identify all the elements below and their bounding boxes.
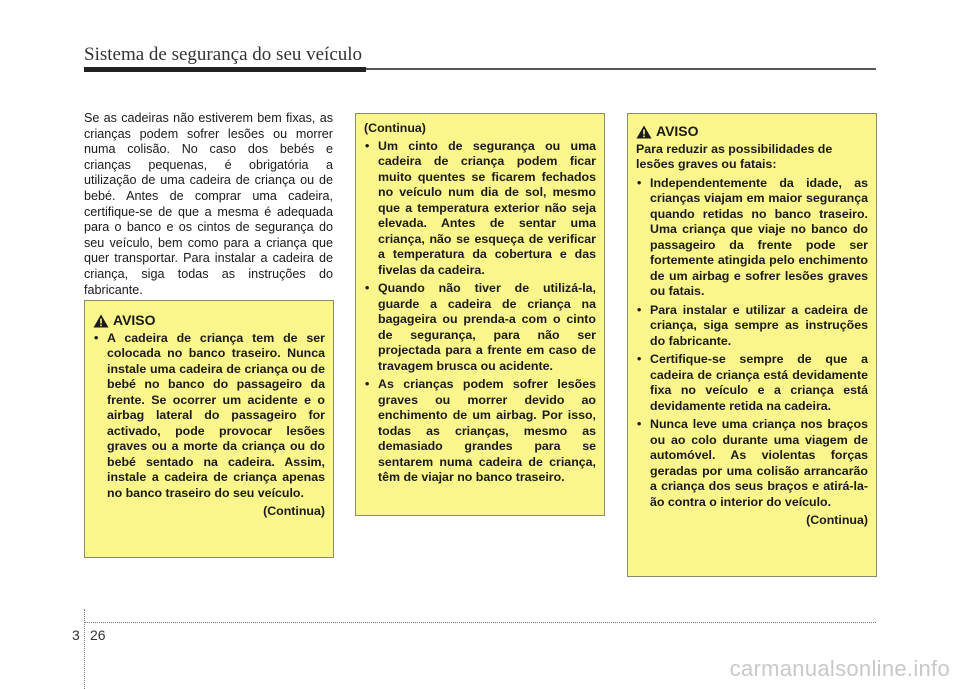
footer-vertical-rule (84, 609, 85, 689)
warning-box-continued (355, 113, 605, 516)
continued-label: (Continua) (364, 121, 426, 135)
chapter-number: 3 (72, 627, 80, 643)
warning-list (636, 176, 868, 511)
warning-box-reduce-injury (627, 113, 877, 577)
warning-item: • Para instalar e utilizar a cadeira de criança, siga sempre as instruções do fabricante. (636, 303, 868, 350)
page-number: 26 (90, 627, 106, 643)
warning-item: • Certifique-se sempre de que a cadeira de criança está devidamente fixa no veículo e a criança está devidamente retida na cadeira. (636, 352, 868, 414)
continues-label: (Continua) (263, 504, 325, 518)
warning-item: • Independentemente da idade, as crianças viajam em maior segurança quando retidas no banco traseiro. Uma criança que viaje no banco do passageiro da frente pode ser fortemente atingida pelo enchimento de um airbag e sofrer lesões graves ou fatais. (636, 176, 868, 300)
watermark: carmanualsonline.info (729, 656, 950, 681)
warning-triangle-icon (93, 314, 109, 328)
warning-heading-text: AVISO (113, 312, 156, 328)
warning-heading (93, 313, 325, 329)
header-rule-accent (84, 67, 366, 72)
warning-triangle-icon (636, 125, 652, 139)
warning-list (93, 331, 325, 502)
warning-item: • As crianças podem sofrer lesões graves ou morrer devido ao enchimento de um airbag. Por isso, todas as crianças, mesmo as demasiado grandes para se sentarem numa cadeira de criança, têm de viajar no banco traseiro. (364, 377, 596, 486)
warning-heading-text: AVISO (656, 123, 699, 139)
continues-label: (Continua) (806, 513, 868, 527)
warning-item: • Um cinto de segurança ou uma cadeira de criança podem ficar muito quentes se ficarem fechados no veículo num dia de sol, mesmo que a temperatura exterior não seja elevada. Antes de sentar uma criança, não se esqueça de verificar a temperatura da cobertura e das fivelas da cadeira. (364, 139, 596, 279)
section-title: Sistema de segurança do seu veículo (84, 44, 363, 65)
warning-list (364, 139, 596, 486)
footer-horizontal-rule (84, 622, 876, 623)
warning-heading (636, 124, 868, 140)
warning-box-child-seat-rear (84, 300, 334, 558)
body-paragraph: Se as cadeiras não estiverem bem fixas, as crianças podem sofrer lesões ou morrer numa colisão. No caso dos bebés e crianças pequenas, é obrigatória a utilização de uma cadeira de criança ou de bebé. Antes de comprar uma cadeira, certifique-se de que a mesma é adequada para o banco e os cintos de segurança do seu veículo, bem como para a criança que quer transportar. Para instalar a cadeira de criança, siga todas as instruções do fabricante. (84, 111, 333, 297)
warning-item: • Quando não tiver de utilizá-la, guarde a cadeira de criança na bagageira ou prenda-a com o cinto de segurança, para não ser projectada para a frente em caso de travagem brusca ou acidente. (364, 281, 596, 374)
warning-item: • A cadeira de criança tem de ser colocada no banco traseiro. Nunca instale uma cadeira de criança ou de bebé no banco do passageiro da frente. Se ocorrer um acidente e o airbag lateral do passageiro for activado, pode provocar lesões graves ou a morte da criança ou do bebé sentado na cadeira. Assim, instale a cadeira de criança apenas no banco traseiro do seu veículo. (93, 331, 325, 502)
warning-item: • Nunca leve uma criança nos braços ou ao colo durante uma viagem de automóvel. As violentas forças geradas por uma colisão arrancarão a criança dos seus braços e atirá-la-ão contra o interior do veículo. (636, 417, 868, 510)
warning-intro: Para reduzir as possibilidades de lesões graves ou fatais: (636, 141, 833, 171)
